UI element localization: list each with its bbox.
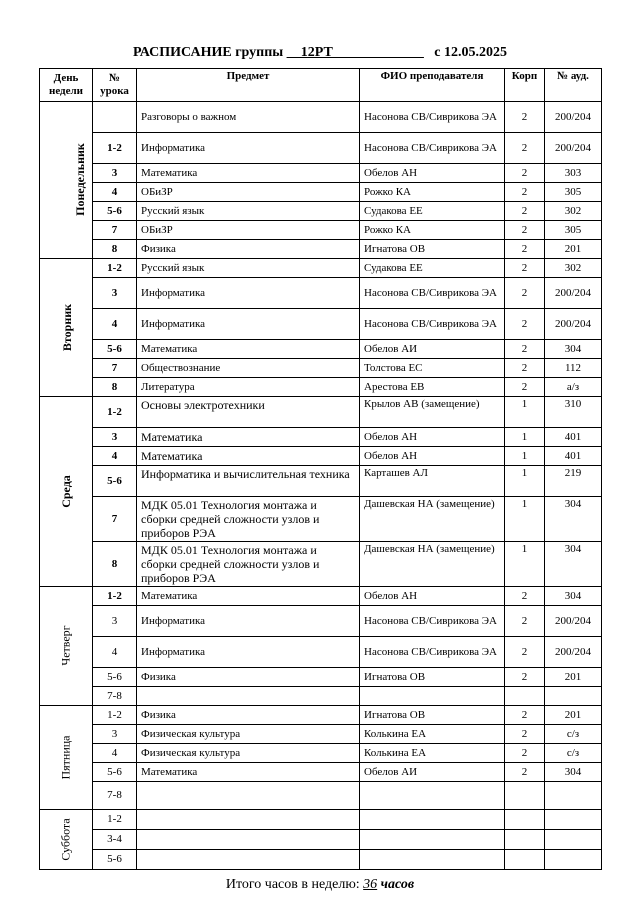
corp-cell: 1 [505, 497, 545, 542]
subject-cell [137, 850, 360, 870]
room-cell: 304 [545, 763, 602, 782]
table-row [40, 782, 602, 810]
corp-cell: 2 [505, 221, 545, 240]
table-row [40, 763, 602, 782]
teacher-cell [360, 830, 505, 850]
subject-cell: Информатика [137, 637, 360, 668]
room-cell: 200/204 [545, 278, 602, 309]
total-unit: часов [380, 877, 415, 892]
day-name: Понедельник [72, 143, 87, 216]
room-cell [545, 810, 602, 830]
teacher-cell: Судакова ЕЕ [360, 259, 505, 278]
day-cell [40, 102, 93, 259]
lesson-number: 7-8 [93, 782, 137, 810]
table-row [40, 359, 602, 378]
subject-cell: Информатика [137, 309, 360, 340]
corp-cell: 2 [505, 725, 545, 744]
subject-cell: Информатика и вычислительная техника [137, 466, 360, 497]
col-header-corp: Корп [505, 69, 545, 102]
lesson-number: 5-6 [93, 763, 137, 782]
subject-cell: Разговоры о важном [137, 102, 360, 133]
day-name: Вторник [60, 303, 75, 351]
corp-cell: 1 [505, 542, 545, 587]
table-row [40, 744, 602, 763]
corp-cell: 2 [505, 202, 545, 221]
day-cell [40, 706, 93, 810]
subject-cell: Математика [137, 763, 360, 782]
schedule-body [40, 102, 602, 870]
room-cell: с/з [545, 725, 602, 744]
corp-cell: 1 [505, 397, 545, 428]
table-row [40, 164, 602, 183]
teacher-cell: Обелов АИ [360, 763, 505, 782]
teacher-cell: Судакова ЕЕ [360, 202, 505, 221]
room-cell: 112 [545, 359, 602, 378]
room-cell: 302 [545, 259, 602, 278]
room-cell: 305 [545, 221, 602, 240]
lesson-number: 4 [93, 744, 137, 763]
subject-cell [137, 810, 360, 830]
corp-cell: 1 [505, 466, 545, 497]
table-row [40, 850, 602, 870]
room-cell: с/з [545, 744, 602, 763]
room-cell: а/з [545, 378, 602, 397]
room-cell: 200/204 [545, 309, 602, 340]
teacher-cell: Обелов АН [360, 447, 505, 466]
corp-cell: 2 [505, 133, 545, 164]
teacher-cell [360, 782, 505, 810]
teacher-cell: Дашевская НА (замещение) [360, 497, 505, 542]
lesson-number: 3 [93, 428, 137, 447]
subject-cell: Русский язык [137, 202, 360, 221]
teacher-cell: Насонова СВ/Сиврикова ЭА [360, 133, 505, 164]
room-cell: 304 [545, 542, 602, 587]
teacher-cell [360, 850, 505, 870]
subject-cell: Математика [137, 164, 360, 183]
title-prefix: РАСПИСАНИЕ группы [132, 45, 284, 60]
weekly-total [0, 877, 640, 893]
lesson-number: 3-4 [93, 830, 137, 850]
table-row [40, 497, 602, 542]
table-row [40, 428, 602, 447]
room-cell: 201 [545, 668, 602, 687]
corp-cell: 2 [505, 378, 545, 397]
corp-cell: 2 [505, 102, 545, 133]
table-row [40, 240, 602, 259]
table-row [40, 587, 602, 606]
schedule-date: с 12.05.2025 [434, 45, 507, 60]
subject-cell: Математика [137, 340, 360, 359]
day-name: Суббота [58, 817, 73, 861]
corp-cell: 2 [505, 763, 545, 782]
subject-cell [137, 782, 360, 810]
lesson-number: 4 [93, 309, 137, 340]
table-row [40, 725, 602, 744]
subject-cell: Физика [137, 706, 360, 725]
col-header-teacher: ФИО преподавателя [360, 69, 505, 102]
day-name: Пятница [58, 734, 73, 780]
total-hours: 36 [363, 877, 378, 892]
room-cell: 401 [545, 447, 602, 466]
schedule-table [39, 68, 602, 870]
lesson-number: 4 [93, 637, 137, 668]
corp-cell: 2 [505, 637, 545, 668]
room-cell: 201 [545, 240, 602, 259]
teacher-cell: Игнатова ОВ [360, 240, 505, 259]
subject-cell: Обществознание [137, 359, 360, 378]
lesson-number: 8 [93, 240, 137, 259]
table-row [40, 542, 602, 587]
table-row [40, 278, 602, 309]
day-cell [40, 810, 93, 870]
table-row [40, 687, 602, 706]
teacher-cell: Рожко КА [360, 221, 505, 240]
room-cell: 200/204 [545, 606, 602, 637]
subject-cell [137, 830, 360, 850]
room-cell: 303 [545, 164, 602, 183]
col-header-room: № ауд. [545, 69, 602, 102]
table-row [40, 637, 602, 668]
subject-cell [137, 687, 360, 706]
table-row [40, 202, 602, 221]
teacher-cell: Карташев АЛ [360, 466, 505, 497]
table-row [40, 706, 602, 725]
corp-cell: 2 [505, 259, 545, 278]
teacher-cell: Колькина ЕА [360, 725, 505, 744]
corp-cell: 2 [505, 706, 545, 725]
teacher-cell: Игнатова ОВ [360, 706, 505, 725]
table-row [40, 466, 602, 497]
teacher-cell: Обелов АН [360, 587, 505, 606]
room-cell: 302 [545, 202, 602, 221]
lesson-number: 5-6 [93, 340, 137, 359]
lesson-number: 7 [93, 497, 137, 542]
room-cell: 200/204 [545, 102, 602, 133]
lesson-number: 3 [93, 606, 137, 637]
col-header-lesson: № урока [93, 69, 137, 102]
subject-cell: МДК 05.01 Технология монтажа и сборки средней сложности узлов и приборов РЭА [137, 542, 360, 587]
lesson-number: 8 [93, 378, 137, 397]
lesson-number: 1-2 [93, 397, 137, 428]
lesson-number: 7-8 [93, 687, 137, 706]
col-header-day: День недели [40, 69, 93, 102]
teacher-cell: Колькина ЕА [360, 744, 505, 763]
room-cell: 200/204 [545, 133, 602, 164]
lesson-number: 3 [93, 164, 137, 183]
lesson-number: 1-2 [93, 259, 137, 278]
teacher-cell: Насонова СВ/Сиврикова ЭА [360, 102, 505, 133]
subject-cell: Математика [137, 428, 360, 447]
total-label: Итого часов в неделю: [225, 877, 360, 892]
corp-cell: 2 [505, 359, 545, 378]
room-cell: 310 [545, 397, 602, 428]
subject-cell: Математика [137, 447, 360, 466]
subject-cell: ОБиЗР [137, 183, 360, 202]
lesson-number: 1-2 [93, 587, 137, 606]
subject-cell: Русский язык [137, 259, 360, 278]
table-header-row [40, 69, 602, 102]
table-row [40, 397, 602, 428]
table-row [40, 830, 602, 850]
teacher-cell [360, 687, 505, 706]
teacher-cell: Игнатова ОВ [360, 668, 505, 687]
lesson-number: 7 [93, 221, 137, 240]
subject-cell: Информатика [137, 606, 360, 637]
room-cell: 201 [545, 706, 602, 725]
table-row [40, 259, 602, 278]
corp-cell [505, 830, 545, 850]
room-cell [545, 782, 602, 810]
table-row [40, 606, 602, 637]
subject-cell: Физика [137, 668, 360, 687]
room-cell: 304 [545, 497, 602, 542]
lesson-number: 3 [93, 725, 137, 744]
subject-cell: ОБиЗР [137, 221, 360, 240]
lesson-number: 5-6 [93, 668, 137, 687]
group-name: __12РТ_____________ [286, 45, 424, 60]
teacher-cell: Толстова ЕС [360, 359, 505, 378]
teacher-cell: Крылов АВ (замещение) [360, 397, 505, 428]
table-row [40, 668, 602, 687]
lesson-number: 1-2 [93, 133, 137, 164]
teacher-cell: Обелов АН [360, 428, 505, 447]
corp-cell: 2 [505, 606, 545, 637]
room-cell: 304 [545, 340, 602, 359]
room-cell [545, 850, 602, 870]
corp-cell: 2 [505, 309, 545, 340]
lesson-number: 4 [93, 183, 137, 202]
day-name: Среда [58, 474, 73, 508]
table-row [40, 447, 602, 466]
table-row [40, 309, 602, 340]
subject-cell: Информатика [137, 133, 360, 164]
corp-cell [505, 782, 545, 810]
lesson-number: 1-2 [93, 810, 137, 830]
lesson-number: 5-6 [93, 850, 137, 870]
corp-cell [505, 810, 545, 830]
table-row [40, 810, 602, 830]
room-cell [545, 830, 602, 850]
subject-cell: Информатика [137, 278, 360, 309]
corp-cell: 1 [505, 428, 545, 447]
corp-cell: 2 [505, 668, 545, 687]
day-cell [40, 259, 93, 397]
teacher-cell [360, 810, 505, 830]
subject-cell: Физическая культура [137, 725, 360, 744]
subject-cell: МДК 05.01 Технология монтажа и сборки средней сложности узлов и приборов РЭА [137, 497, 360, 542]
teacher-cell: Рожко КА [360, 183, 505, 202]
subject-cell: Литература [137, 378, 360, 397]
subject-cell: Основы электротехники [137, 397, 360, 428]
lesson-number: 3 [93, 278, 137, 309]
teacher-cell: Обелов АИ [360, 340, 505, 359]
corp-cell [505, 850, 545, 870]
corp-cell: 2 [505, 744, 545, 763]
table-row [40, 340, 602, 359]
table-row [40, 378, 602, 397]
subject-cell: Физика [137, 240, 360, 259]
subject-cell: Физическая культура [137, 744, 360, 763]
day-name: Четверг [58, 625, 73, 666]
table-row [40, 221, 602, 240]
corp-cell: 2 [505, 240, 545, 259]
teacher-cell: Насонова СВ/Сиврикова ЭА [360, 309, 505, 340]
teacher-cell: Насонова СВ/Сиврикова ЭА [360, 606, 505, 637]
teacher-cell: Насонова СВ/Сиврикова ЭА [360, 278, 505, 309]
lesson-number: 1-2 [93, 706, 137, 725]
corp-cell: 2 [505, 278, 545, 309]
schedule-title [0, 45, 640, 61]
corp-cell: 1 [505, 447, 545, 466]
corp-cell [505, 687, 545, 706]
corp-cell: 2 [505, 183, 545, 202]
teacher-cell: Обелов АН [360, 164, 505, 183]
lesson-number [93, 102, 137, 133]
room-cell: 200/204 [545, 637, 602, 668]
teacher-cell: Дашевская НА (замещение) [360, 542, 505, 587]
room-cell: 305 [545, 183, 602, 202]
room-cell [545, 687, 602, 706]
table-row [40, 183, 602, 202]
col-header-subject: Предмет [137, 69, 360, 102]
day-cell [40, 587, 93, 706]
lesson-number: 4 [93, 447, 137, 466]
room-cell: 401 [545, 428, 602, 447]
room-cell: 304 [545, 587, 602, 606]
corp-cell: 2 [505, 587, 545, 606]
lesson-number: 8 [93, 542, 137, 587]
day-cell [40, 397, 93, 587]
subject-cell: Математика [137, 587, 360, 606]
lesson-number: 5-6 [93, 466, 137, 497]
teacher-cell: Насонова СВ/Сиврикова ЭА [360, 637, 505, 668]
lesson-number: 5-6 [93, 202, 137, 221]
corp-cell: 2 [505, 164, 545, 183]
table-row [40, 102, 602, 133]
corp-cell: 2 [505, 340, 545, 359]
lesson-number: 7 [93, 359, 137, 378]
room-cell: 219 [545, 466, 602, 497]
table-row [40, 133, 602, 164]
teacher-cell: Арестова ЕВ [360, 378, 505, 397]
